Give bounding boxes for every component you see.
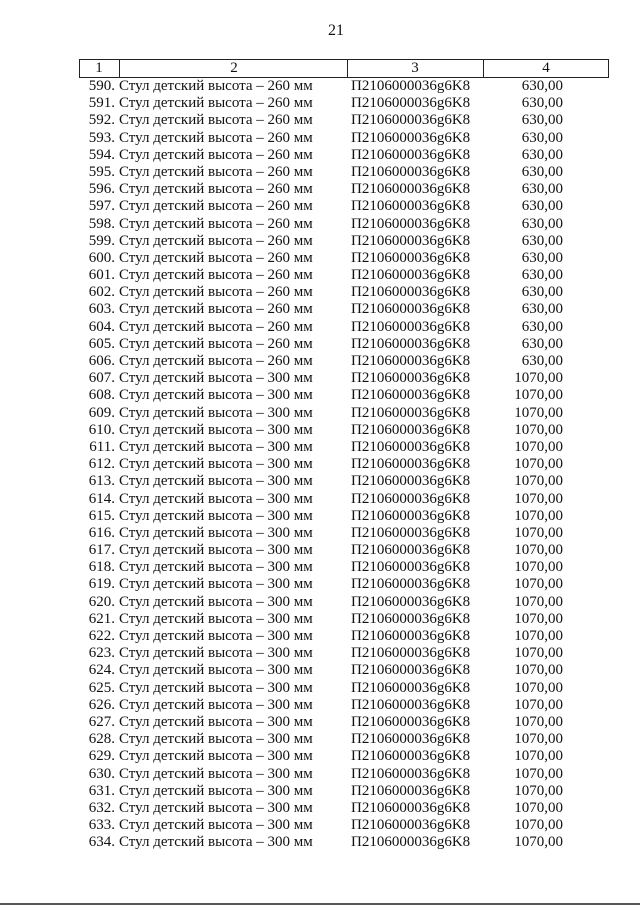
table-row <box>79 405 609 422</box>
item-price: 1070,00 <box>514 576 563 593</box>
item-name: Стул детский высота – 260 мм <box>119 284 313 301</box>
row-number: 619. <box>88 576 115 593</box>
row-number: 626. <box>88 696 115 713</box>
item-price: 630,00 <box>521 318 563 335</box>
row-number: 616. <box>88 524 115 541</box>
table-row <box>79 216 609 233</box>
item-price: 630,00 <box>521 267 563 284</box>
item-name: Стул детский высота – 300 мм <box>119 404 313 421</box>
item-price: 1070,00 <box>514 696 563 713</box>
item-name: Стул детский высота – 300 мм <box>119 817 313 834</box>
item-name: Стул детский высота – 300 мм <box>119 524 313 541</box>
item-price: 630,00 <box>521 215 563 232</box>
item-price: 630,00 <box>521 163 563 180</box>
item-price: 1070,00 <box>514 456 563 473</box>
item-code: П2106000036g6K8 <box>351 834 471 851</box>
item-code: П2106000036g6K8 <box>351 267 471 284</box>
row-number: 618. <box>88 559 115 576</box>
item-name: Стул детский высота – 300 мм <box>119 421 313 438</box>
row-number: 598. <box>88 215 115 232</box>
item-name: Стул детский высота – 300 мм <box>119 387 313 404</box>
item-price: 630,00 <box>521 301 563 318</box>
item-name: Стул детский высота – 260 мм <box>119 249 313 266</box>
table-row <box>79 714 609 731</box>
table-row <box>79 250 609 267</box>
item-price: 1070,00 <box>514 748 563 765</box>
item-code: П2106000036g6K8 <box>351 731 471 748</box>
item-code: П2106000036g6K8 <box>351 438 471 455</box>
row-number: 590. <box>88 78 115 94</box>
item-price: 1070,00 <box>514 370 563 387</box>
row-number: 622. <box>88 628 115 644</box>
item-code: П2106000036g6K8 <box>351 696 471 713</box>
row-number: 614. <box>88 490 115 507</box>
table-row <box>79 594 609 611</box>
item-name: Стул детский высота – 260 мм <box>119 267 313 284</box>
row-number: 603. <box>88 301 115 318</box>
row-number: 632. <box>88 799 115 816</box>
item-price: 1070,00 <box>514 404 563 421</box>
row-number: 591. <box>88 95 115 112</box>
item-name: Стул детский высота – 300 мм <box>119 765 313 782</box>
item-name: Стул детский высота – 260 мм <box>119 146 313 163</box>
table-row <box>79 731 609 748</box>
item-name: Стул детский высота – 300 мм <box>119 748 313 765</box>
row-number: 611. <box>89 438 115 455</box>
item-code: П2106000036g6K8 <box>351 507 471 524</box>
row-number: 599. <box>88 232 115 249</box>
table-row <box>79 697 609 714</box>
item-name: Стул детский высота – 300 мм <box>119 645 313 662</box>
row-number: 631. <box>88 782 115 799</box>
item-name: Стул детский высота – 300 мм <box>119 731 313 748</box>
item-price: 1070,00 <box>514 731 563 748</box>
item-price: 630,00 <box>521 78 563 94</box>
item-name: Стул детский высота – 300 мм <box>119 679 313 696</box>
item-name: Стул детский высота – 260 мм <box>119 129 313 146</box>
table-row <box>79 439 609 456</box>
table-row <box>79 508 609 525</box>
table-row <box>79 559 609 576</box>
item-code: П2106000036g6K8 <box>351 370 471 387</box>
item-code: П2106000036g6K8 <box>351 473 471 490</box>
table-row <box>79 542 609 559</box>
item-price: 1070,00 <box>514 679 563 696</box>
table-row <box>79 422 609 439</box>
item-code: П2106000036g6K8 <box>351 713 471 730</box>
item-price: 1070,00 <box>514 490 563 507</box>
row-number: 627. <box>88 713 115 730</box>
item-price: 630,00 <box>521 353 563 369</box>
item-code: П2106000036g6K8 <box>351 817 471 834</box>
item-code: П2106000036g6K8 <box>351 559 471 576</box>
item-code: П2106000036g6K8 <box>351 765 471 782</box>
item-code: П2106000036g6K8 <box>351 78 471 94</box>
table-row <box>79 800 609 817</box>
table-row <box>79 95 609 112</box>
header-divider <box>608 59 609 78</box>
item-price: 630,00 <box>521 249 563 266</box>
table-row <box>79 284 609 301</box>
item-price: 630,00 <box>521 146 563 163</box>
row-number: 607. <box>88 370 115 387</box>
table-row <box>79 147 609 164</box>
item-code: П2106000036g6K8 <box>351 232 471 249</box>
item-code: П2106000036g6K8 <box>351 335 471 352</box>
item-code: П2106000036g6K8 <box>351 610 471 627</box>
table-row <box>79 78 609 95</box>
item-price: 1070,00 <box>514 782 563 799</box>
row-number: 596. <box>88 181 115 198</box>
item-price: 1070,00 <box>514 473 563 490</box>
table-row <box>79 267 609 284</box>
table-row <box>79 491 609 508</box>
item-price: 1070,00 <box>514 542 563 559</box>
header-col-2: 2 <box>230 60 238 76</box>
item-code: П2106000036g6K8 <box>351 163 471 180</box>
table-row <box>79 387 609 404</box>
table-row <box>79 611 609 628</box>
header-col-1: 1 <box>95 60 103 76</box>
item-name: Стул детский высота – 300 мм <box>119 713 313 730</box>
row-number: 594. <box>88 146 115 163</box>
item-name: Стул детский высота – 260 мм <box>119 232 313 249</box>
item-code: П2106000036g6K8 <box>351 181 471 198</box>
table-row <box>79 456 609 473</box>
item-name: Стул детский высота – 260 мм <box>119 95 313 112</box>
table-body <box>79 78 609 851</box>
item-code: П2106000036g6K8 <box>351 524 471 541</box>
item-price: 630,00 <box>521 129 563 146</box>
table-row <box>79 748 609 765</box>
item-name: Стул детский высота – 300 мм <box>119 782 313 799</box>
item-price: 630,00 <box>521 284 563 301</box>
item-code: П2106000036g6K8 <box>351 146 471 163</box>
row-number: 633. <box>88 817 115 834</box>
item-name: Стул детский высота – 300 мм <box>119 507 313 524</box>
row-number: 624. <box>88 662 115 679</box>
item-code: П2106000036g6K8 <box>351 490 471 507</box>
item-name: Стул детский высота – 300 мм <box>119 370 313 387</box>
item-name: Стул детский высота – 300 мм <box>119 576 313 593</box>
item-code: П2106000036g6K8 <box>351 198 471 215</box>
item-name: Стул детский высота – 300 мм <box>119 542 313 559</box>
item-code: П2106000036g6K8 <box>351 748 471 765</box>
item-price: 1070,00 <box>514 713 563 730</box>
table-row <box>79 336 609 353</box>
row-number: 617. <box>88 542 115 559</box>
table-row <box>79 164 609 181</box>
row-number: 621. <box>88 610 115 627</box>
item-code: П2106000036g6K8 <box>351 129 471 146</box>
item-price: 1070,00 <box>514 765 563 782</box>
table-row <box>79 181 609 198</box>
item-code: П2106000036g6K8 <box>351 645 471 662</box>
table-row <box>79 628 609 645</box>
item-price: 1070,00 <box>514 507 563 524</box>
item-price: 1070,00 <box>514 593 563 610</box>
item-price: 630,00 <box>521 112 563 129</box>
item-code: П2106000036g6K8 <box>351 284 471 301</box>
item-name: Стул детский высота – 300 мм <box>119 490 313 507</box>
row-number: 592. <box>88 112 115 129</box>
item-name: Стул детский высота – 300 мм <box>119 559 313 576</box>
table-row <box>79 680 609 697</box>
item-name: Стул детский высота – 300 мм <box>119 593 313 610</box>
table-header <box>79 59 609 78</box>
item-name: Стул детский высота – 300 мм <box>119 799 313 816</box>
item-price: 1070,00 <box>514 524 563 541</box>
item-code: П2106000036g6K8 <box>351 662 471 679</box>
table-row <box>79 319 609 336</box>
row-number: 634. <box>88 834 115 851</box>
item-name: Стул детский высота – 260 мм <box>119 181 313 198</box>
row-number: 602. <box>88 284 115 301</box>
row-number: 605. <box>88 335 115 352</box>
item-name: Стул детский высота – 300 мм <box>119 834 313 851</box>
item-name: Стул детский высота – 300 мм <box>119 662 313 679</box>
item-name: Стул детский высота – 300 мм <box>119 438 313 455</box>
item-code: П2106000036g6K8 <box>351 593 471 610</box>
table-row <box>79 817 609 834</box>
item-name: Стул детский высота – 260 мм <box>119 198 313 215</box>
item-price: 1070,00 <box>514 834 563 851</box>
item-price: 1070,00 <box>514 559 563 576</box>
row-number: 630. <box>88 765 115 782</box>
table-row <box>79 301 609 318</box>
row-number: 628. <box>88 731 115 748</box>
item-name: Стул детский высота – 260 мм <box>119 112 313 129</box>
item-code: П2106000036g6K8 <box>351 95 471 112</box>
item-price: 1070,00 <box>514 645 563 662</box>
item-price: 1070,00 <box>514 610 563 627</box>
item-name: Стул детский высота – 260 мм <box>119 335 313 352</box>
table-row <box>79 233 609 250</box>
table-row <box>79 576 609 593</box>
item-price: 1070,00 <box>514 799 563 816</box>
item-code: П2106000036g6K8 <box>351 112 471 129</box>
item-code: П2106000036g6K8 <box>351 404 471 421</box>
row-number: 601. <box>88 267 115 284</box>
row-number: 609. <box>88 404 115 421</box>
item-code: П2106000036g6K8 <box>351 249 471 266</box>
row-number: 629. <box>88 748 115 765</box>
row-number: 606. <box>88 353 115 369</box>
item-price: 1070,00 <box>514 438 563 455</box>
item-code: П2106000036g6K8 <box>351 542 471 559</box>
table-row <box>79 645 609 662</box>
table-row <box>79 473 609 490</box>
item-name: Стул детский высота – 260 мм <box>119 301 313 318</box>
item-name: Стул детский высота – 300 мм <box>119 610 313 627</box>
item-code: П2106000036g6K8 <box>351 387 471 404</box>
item-price: 1070,00 <box>514 628 563 644</box>
item-price: 630,00 <box>521 181 563 198</box>
item-name: Стул детский высота – 300 мм <box>119 696 313 713</box>
item-name: Стул детский высота – 300 мм <box>119 473 313 490</box>
item-code: П2106000036g6K8 <box>351 576 471 593</box>
price-table <box>79 59 609 851</box>
item-code: П2106000036g6K8 <box>351 456 471 473</box>
item-code: П2106000036g6K8 <box>351 421 471 438</box>
item-price: 1070,00 <box>514 387 563 404</box>
row-number: 620. <box>88 593 115 610</box>
header-col-3: 3 <box>411 60 419 76</box>
table-row <box>79 353 609 370</box>
table-row <box>79 112 609 129</box>
row-number: 604. <box>88 318 115 335</box>
table-row <box>79 525 609 542</box>
item-price: 630,00 <box>521 232 563 249</box>
table-row <box>79 370 609 387</box>
item-name: Стул детский высота – 300 мм <box>119 456 313 473</box>
page-number: 21 <box>328 22 344 39</box>
item-code: П2106000036g6K8 <box>351 799 471 816</box>
item-code: П2106000036g6K8 <box>351 782 471 799</box>
item-code: П2106000036g6K8 <box>351 215 471 232</box>
table-row <box>79 834 609 851</box>
table-row <box>79 130 609 147</box>
item-name: Стул детский высота – 260 мм <box>119 215 313 232</box>
item-name: Стул детский высота – 260 мм <box>119 318 313 335</box>
item-price: 630,00 <box>521 335 563 352</box>
row-number: 593. <box>88 129 115 146</box>
table-row <box>79 662 609 679</box>
header-col-4: 4 <box>542 60 550 76</box>
item-price: 1070,00 <box>514 421 563 438</box>
item-code: П2106000036g6K8 <box>351 353 471 369</box>
row-number: 608. <box>88 387 115 404</box>
item-price: 630,00 <box>521 198 563 215</box>
item-price: 1070,00 <box>514 817 563 834</box>
item-code: П2106000036g6K8 <box>351 628 471 644</box>
row-number: 595. <box>88 163 115 180</box>
item-name: Стул детский высота – 260 мм <box>119 78 313 94</box>
item-code: П2106000036g6K8 <box>351 318 471 335</box>
row-number: 597. <box>88 198 115 215</box>
table-row <box>79 766 609 783</box>
row-number: 625. <box>88 679 115 696</box>
row-number: 612. <box>88 456 115 473</box>
item-price: 1070,00 <box>514 662 563 679</box>
item-price: 630,00 <box>521 95 563 112</box>
row-number: 615. <box>88 507 115 524</box>
row-number: 600. <box>88 249 115 266</box>
row-number: 610. <box>88 421 115 438</box>
item-code: П2106000036g6K8 <box>351 301 471 318</box>
item-name: Стул детский высота – 260 мм <box>119 353 313 369</box>
item-code: П2106000036g6K8 <box>351 679 471 696</box>
item-name: Стул детский высота – 260 мм <box>119 163 313 180</box>
table-row <box>79 783 609 800</box>
row-number: 623. <box>88 645 115 662</box>
row-number: 613. <box>88 473 115 490</box>
table-row <box>79 198 609 215</box>
item-name: Стул детский высота – 300 мм <box>119 628 313 644</box>
